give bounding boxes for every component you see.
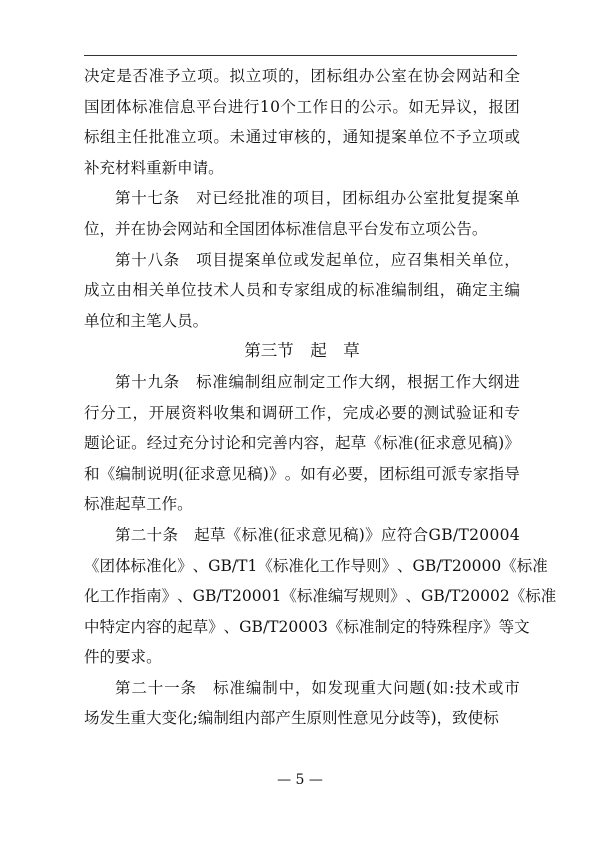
text-line: 第 二 十 条 起 草 《 标 准 ( 征 求 意 见 稿 ) 》 应 符 合 G B / T 2 0 0 0 4 (115, 525, 520, 544)
text-line: 国 团 体 标 准 信 息 平 台 进 行 1 0 个 工 作 日 的 公 示 。 如 无 异 议 ， 报 团 (84, 97, 520, 116)
text-line: 件 的 要 求 。 (84, 648, 162, 667)
text-line: 位 ， 并 在 协 会 网 站 和 全 国 团 体 标 准 信 息 平 台 发 布 立 项 公 告 。 (84, 219, 488, 238)
text-line: 中 特 定 内 容 的 起 草 》 、 G B / T 2 0 0 0 3 《 标 准 制 定 的 特 殊 程 序 》 等 文 (84, 617, 530, 636)
paragraph (84, 183, 520, 244)
paragraph (84, 245, 520, 337)
paragraph (84, 367, 520, 520)
paragraph (84, 520, 557, 673)
text-line: 补 充 材 料 重 新 申 请 。 (84, 158, 224, 177)
text-line: 标 组 主 任 批 准 立 项 。 未 通 过 审 核 的 ， 通 知 提 案 单 位 不 予 立 项 或 (84, 128, 520, 147)
paragraph (84, 61, 520, 183)
text-line: 第 十 八 条 项 目 提 案 单 位 或 发 起 单 位 ， 应 召 集 相 关 单 位 ， (115, 250, 520, 269)
header-rule (84, 55, 517, 56)
text-line: 单 位 和 主 笔 人 员 。 (84, 311, 209, 330)
text-line: 标 准 起 草 工 作 。 (84, 495, 193, 514)
text-line: 化 工 作 指 南 》 、 G B / T 2 0 0 0 1 《 标 准 编 写 规 则 》 、 G B / T 2 0 0 0 2 《 标 准 (84, 587, 557, 606)
section-heading: 第三节 起 草 (244, 341, 360, 361)
text-line: 题 论 证 。 经 过 充 分 讨 论 和 完 善 内 容 ， 起 草 《 标 准 ( 征 求 意 见 稿 ) 》 (84, 434, 520, 453)
paragraph (84, 673, 520, 734)
text-line: 第 二 十 一 条 标 准 编 制 中 ， 如 发 现 重 大 问 题 ( 如 : 技 术 或 市 (115, 678, 520, 697)
text-line: 《 团 体 标 准 化 》 、 G B / T 1 《 标 准 化 工 作 导 则 》 、 G B / T 2 0 0 0 0 《 标 准 (84, 556, 548, 575)
text-line: 场 发 生 重 大 变 化 ; 编 制 组 内 部 产 生 原 则 性 意 见 分 歧 等 ) ， 致 使 标 (84, 709, 499, 728)
text-line: 第 十 七 条 对 已 经 批 准 的 项 目 ， 团 标 组 办 公 室 批 复 提 案 单 (115, 189, 520, 208)
page-number: — 5 — (277, 772, 323, 788)
text-line: 和 《 编 制 说 明 ( 征 求 意 见 稿 ) 》 。 如 有 必 要 ， 团 标 组 可 派 专 家 指 导 (84, 464, 520, 483)
text-line: 成 立 由 相 关 单 位 技 术 人 员 和 专 家 组 成 的 标 准 编 制 组 ， 确 定 主 编 (84, 281, 520, 300)
document-body (84, 61, 557, 734)
text-line: 决 定 是 否 准 予 立 项 。 拟 立 项 的 ， 团 标 组 办 公 室 在 协 会 网 站 和 全 (84, 67, 520, 85)
text-line: 行 分 工 ， 开 展 资 料 收 集 和 调 研 工 作 ， 完 成 必 要 的 测 试 验 证 和 专 (84, 403, 520, 422)
text-line: 第 十 九 条 标 准 编 制 组 应 制 定 工 作 大 纲 ， 根 据 工 作 大 纲 进 (115, 372, 520, 391)
